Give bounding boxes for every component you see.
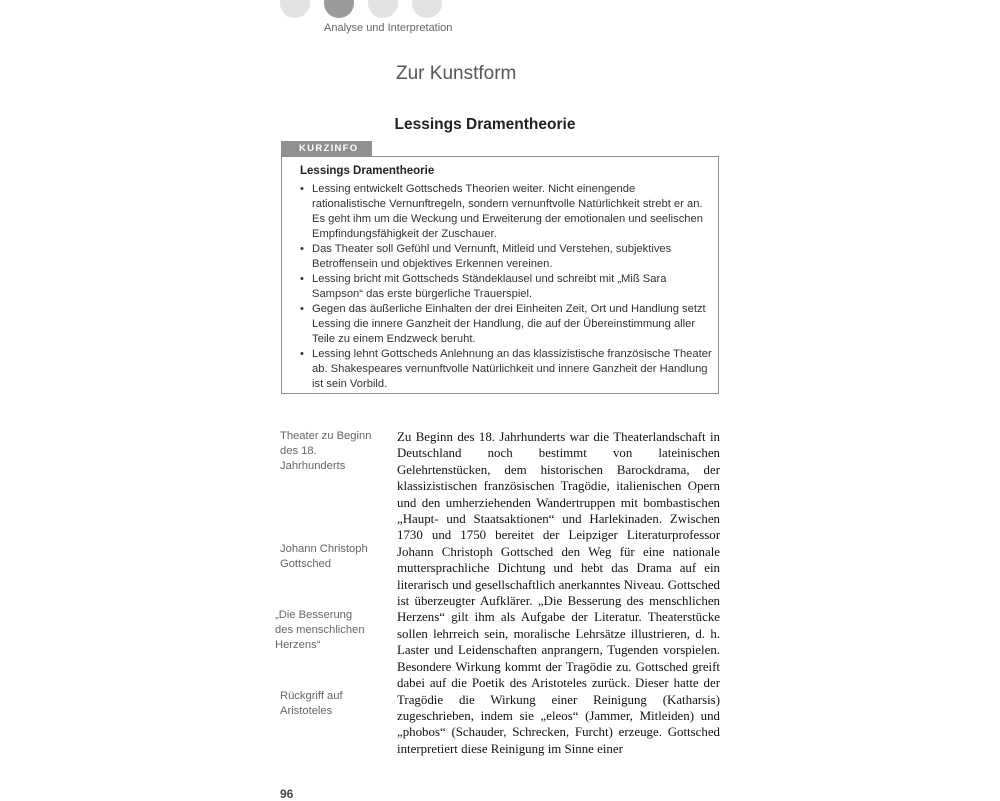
kurzinfo-item: • Lessing bricht mit Gottscheds Ständeklausel und schreibt mit „Miß Sara Sampson“ das erste bürgerliche Trauerspiel. (300, 272, 712, 302)
kurzinfo-heading: Lessings Dramentheorie (300, 165, 435, 177)
section-label: Analyse und Interpretation (324, 22, 453, 34)
margin-note-gottsched: Johann Christoph Gottsched (280, 543, 368, 570)
kurzinfo-item: • Lessing lehnt Gottscheds Anlehnung an das klassizistische französische Theater ab. Shakespeares vernunftvolle Natürlichkeit und innere Ganzheit der Handlung ist sein Vorbild. (300, 347, 712, 392)
page-number: 96 (280, 787, 294, 801)
body-paragraph: Zu Beginn des 18. Jahrhunderts war die Theaterlandschaft in Deutschland noch bestimmt von lateinischen Gelehrtenstücken, dem historischen Barockdrama, der klassizistischen französischen Tragödie, italienischen Opern und den umherziehenden Wandertruppen mit bombastischen „Haupt- und Staatsaktionen“ und Harlekinaden. Zwischen 1730 und 1750 bereitet der Leipziger Literaturprofessor Johann Christoph Gottsched den Weg für eine nationale muttersprachliche Dichtung und hebt das Drama auf ein literarisch und gesellschaftlich anerkanntes Niveau. Gottsched ist überzeugter Aufklärer. „Die Besserung des menschlichen Herzens“ gilt ihm als Aufgabe der Literatur. Theaterstücke sollen lehrreich sein, moralische Lehrsätze illustrieren, d. h. Laster und Leidenschaften anprangern, Tugenden vorspielen. Besondere Wirkung kommt der Tragödie zu. Gottsched greift dabei auf die Poetik des Aristoteles zurück. Dieser hatte der Tragödie die Wirkung einer Reinigung (Katharsis) zugeschrieben, indem sie „eleos“ (Jammer, Mitleiden) und „phobos“ (Schauder, Schrecken, Furcht) erzeuge. Gottsched interpretiert diese Reinigung im Sinne einer (397, 430, 720, 756)
chapter-nav-dot-2-active (324, 0, 354, 18)
chapter-nav-dot-4 (412, 0, 442, 18)
margin-note-besserung: „Die Besserung des menschlichen Herzens“ (275, 609, 365, 651)
kurzinfo-tab: KURZINFO (281, 141, 372, 156)
kurzinfo-box (281, 156, 719, 394)
margin-note-theater: Theater zu Beginn des 18. Jahrhunderts (280, 430, 372, 472)
section-subtitle: Lessings Dramentheorie (394, 116, 576, 133)
kurzinfo-list (300, 182, 712, 392)
chapter-title: Zur Kunstform (396, 63, 517, 84)
chapter-nav-dot-1 (280, 0, 310, 18)
kurzinfo-item: • Lessing entwickelt Gottscheds Theorien weiter. Nicht einengende rationalistische Vernunftregeln, sondern vernunftvolle Natürlichkeit strebt er an. Es geht ihm um die Weckung und Erweiterung der emotionalen und seelischen Empfindungsfähigkeit der Zuschauer. (300, 182, 712, 242)
kurzinfo-item: • Gegen das äußerliche Einhalten der drei Einheiten Zeit, Ort und Handlung setzt Lessing die innere Ganzheit der Handlung, die auf der Übereinstimmung aller Teile zu einem Endzweck beruht. (300, 302, 712, 347)
margin-note-aristoteles: Rückgriff auf Aristoteles (280, 690, 343, 717)
kurzinfo-item: • Das Theater soll Gefühl und Vernunft, Mitleid und Verstehen, subjektives Betroffensein und objektives Erkennen vereinen. (300, 242, 712, 272)
chapter-nav-dot-3 (368, 0, 398, 18)
